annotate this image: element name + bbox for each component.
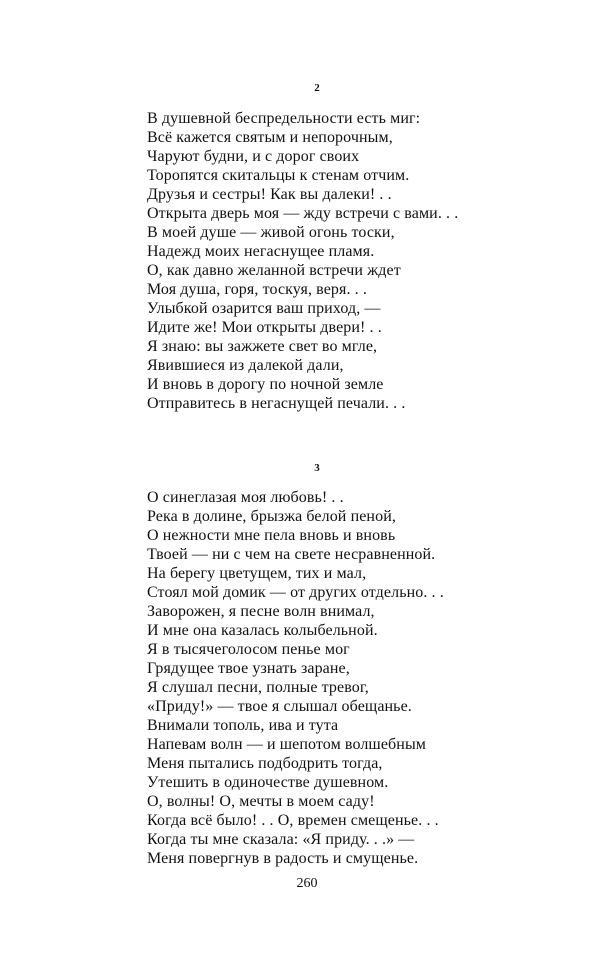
poem-stanza [147, 488, 444, 868]
poem-line: Открыта дверь моя — жду встречи с вами. . . [147, 205, 459, 222]
poem-line: Улыбкой озарится ваш приход, — [147, 300, 381, 317]
poem-line: О, как давно желанной встречи ждет [147, 262, 401, 279]
poem-stanza [147, 109, 458, 413]
poem-line: «Приду!» — твое я слышал обещанье. [147, 698, 412, 715]
poem-line: Отправитесь в негаснущей печали. . . [147, 395, 406, 412]
poem-line: Когда ты мне сказала: «Я приду. . .» — [147, 831, 415, 848]
poem-line: Друзья и сестры! Как вы далеки! . . [147, 186, 392, 203]
poem-line: Утешить в одиночестве душевном. [147, 774, 389, 791]
poem-line: О нежности мне пела вновь и вновь [147, 527, 396, 544]
poem-line: Меня повергнув в радость и смущенье. [147, 850, 419, 867]
poem-line: О, волны! О, мечты в моем саду! [147, 793, 375, 810]
poem-line: Когда всё было! . . О, времен смещенье. . . [147, 812, 439, 829]
poem-line: Чаруют будни, и с дорог своих [147, 148, 360, 165]
poem-line: Всё кажется святым и непорочным, [147, 129, 393, 146]
poem-line: Напевам волн — и шепотом волшебным [147, 736, 427, 753]
poem-line: Торопятся скитальцы к стенам отчим. [147, 167, 410, 184]
section-number: 3 [314, 462, 320, 474]
poem-line: Внимали тополь, ива и тута [147, 717, 339, 734]
poem-line: Заворожен, я песне волн внимал, [147, 603, 375, 620]
poem-line: Я в тысячеголосом пенье мог [147, 641, 350, 658]
poem-line: И мне она казалась колыбельной. [147, 622, 378, 639]
poem-line: Грядущее твое узнать заране, [147, 660, 350, 677]
poem-line: Явившиеся из далекой дали, [147, 357, 344, 374]
poem-line: Река в долине, брызжа белой пеной, [147, 508, 396, 525]
poem-line: О синеглазая моя любовь! . . [147, 489, 344, 506]
section-number: 2 [314, 82, 320, 94]
poem-line: Я знаю: вы зажжете свет во мгле, [147, 338, 378, 355]
poem-line: Меня пытались подбодрить тогда, [147, 755, 383, 772]
poem-line: На берегу цветущем, тих и мал, [147, 565, 367, 582]
poem-line: В моей душе — живой огонь тоски, [147, 224, 395, 241]
poem-line: Моя душа, горя, тоскуя, веря. . . [147, 281, 367, 298]
poem-line: Стоял мой домик — от других отдельно. . . [147, 584, 444, 601]
page-number: 260 [296, 876, 318, 891]
poem-line: Я слушал песни, полные тревог, [147, 679, 369, 696]
poem-line: И вновь в дорогу по ночной земле [147, 376, 384, 393]
poem-line: В душевной беспредельности есть миг: [147, 110, 421, 127]
poem-line: Идите же! Мои открыты двери! . . [147, 319, 382, 336]
poem-line: Твоей — ни с чем на свете несравненной. [147, 546, 436, 563]
poem-line: Надежд моих негаснущее пламя. [147, 243, 375, 260]
